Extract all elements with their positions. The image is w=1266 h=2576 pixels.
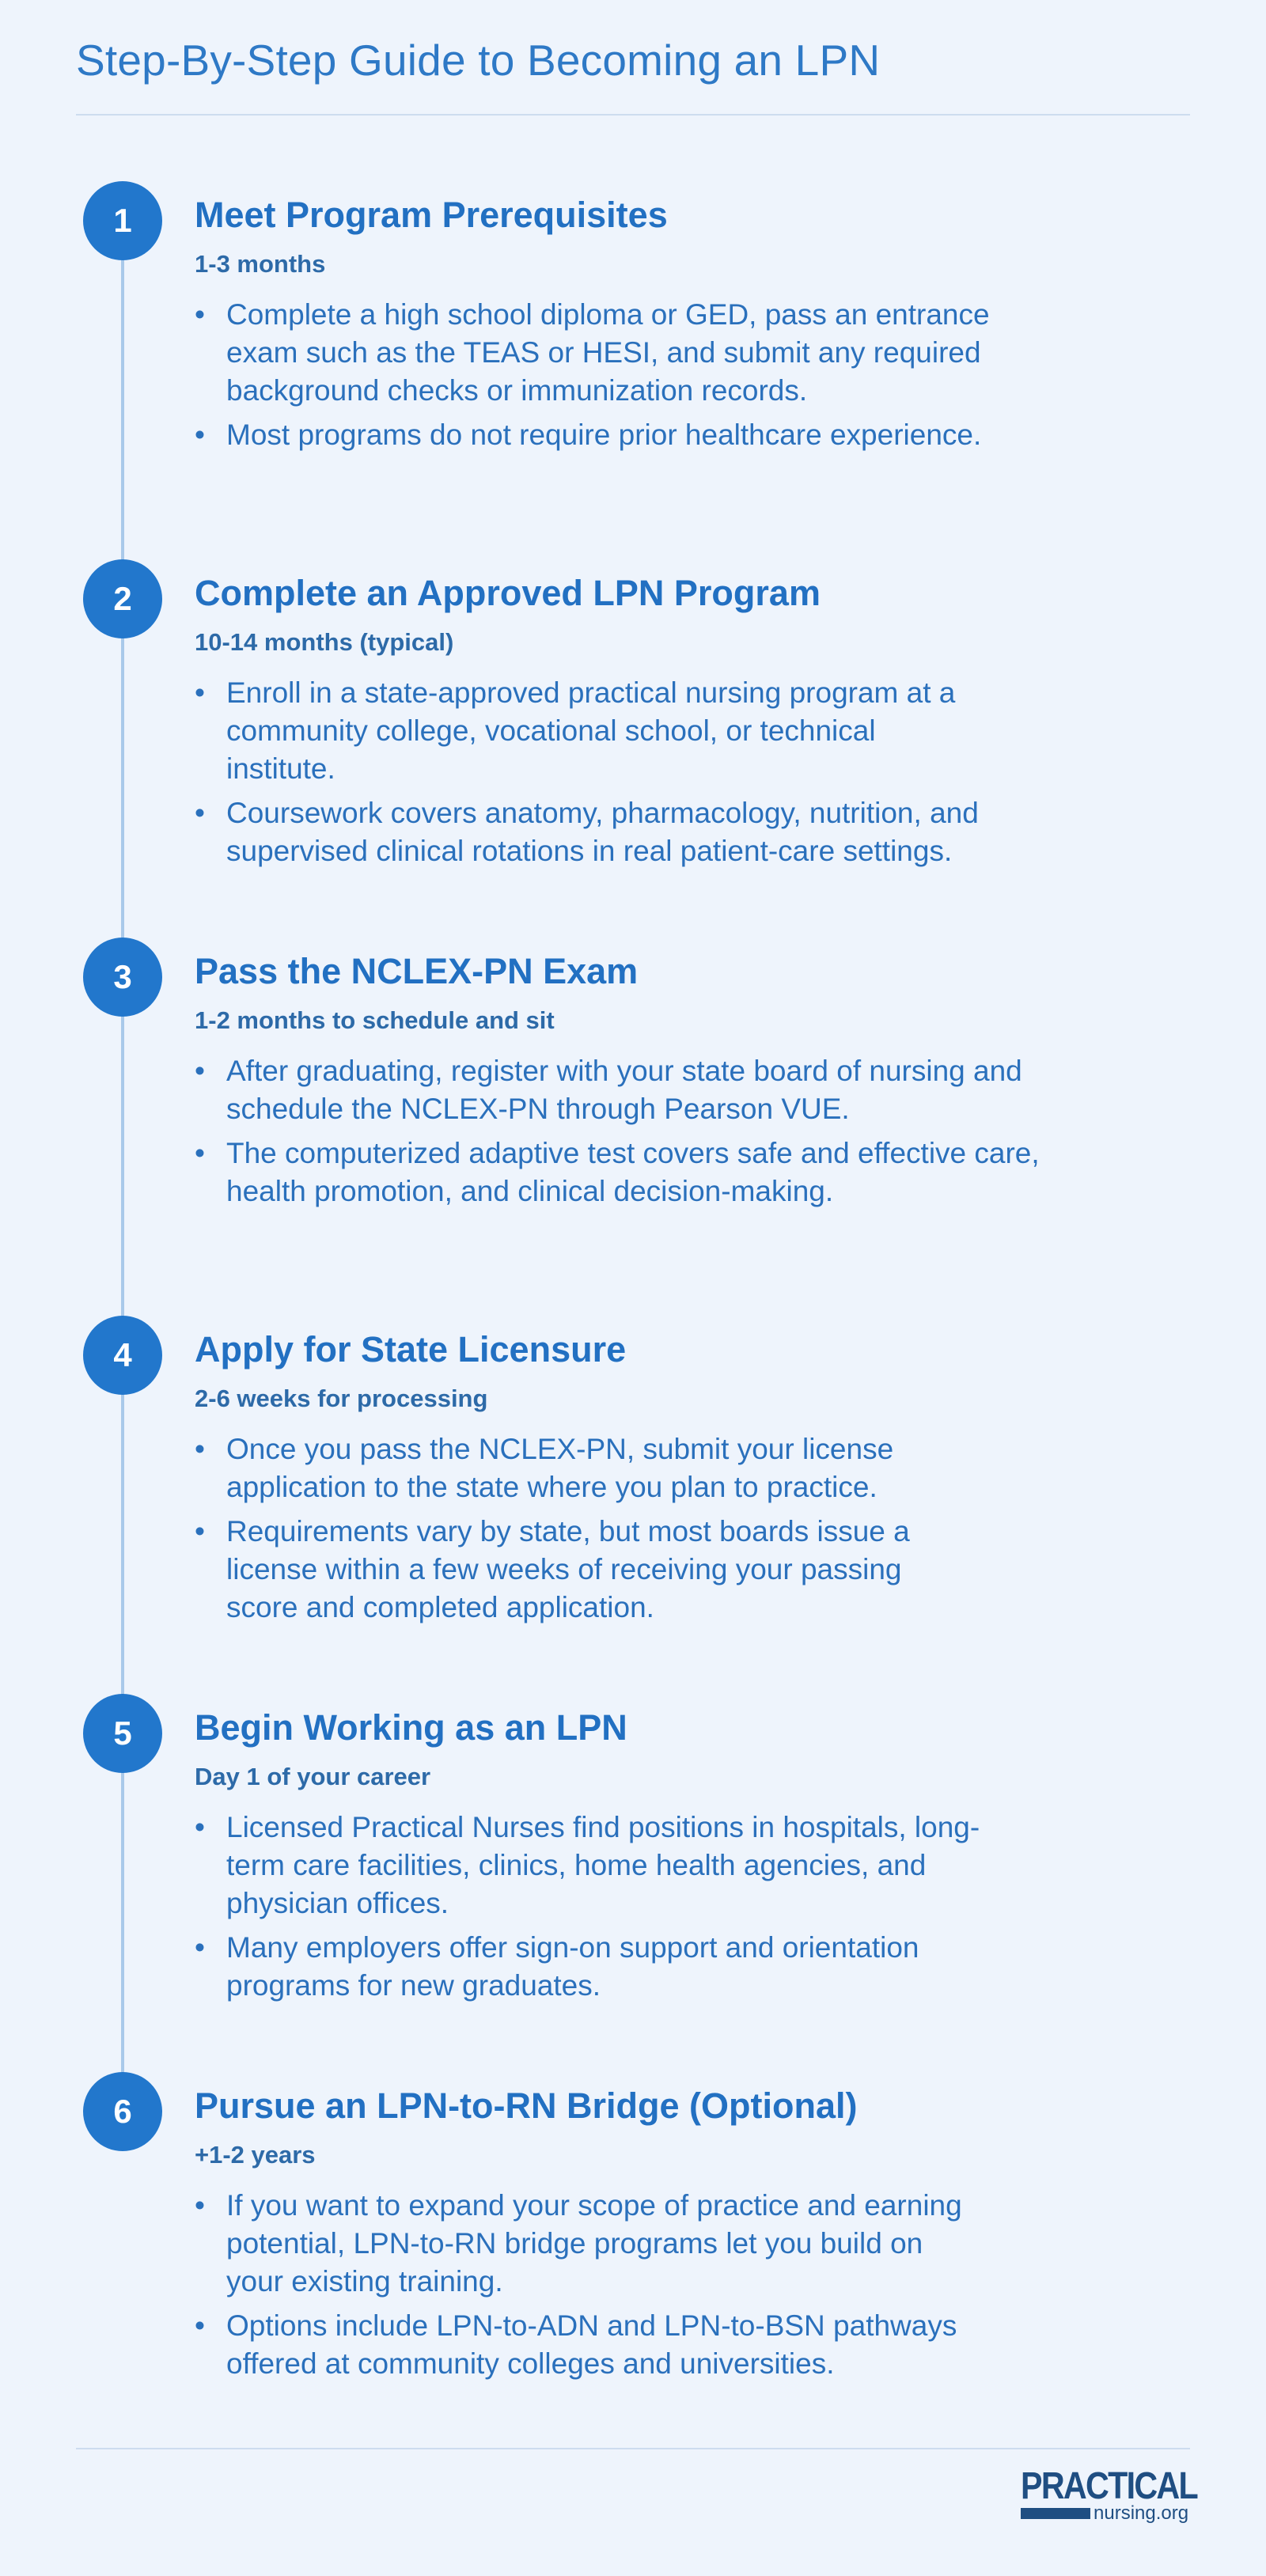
- footer-divider: [76, 2448, 1190, 2449]
- bullet-dot-icon: •: [195, 1055, 205, 1087]
- bullet-dot-icon: •: [195, 298, 205, 331]
- bullet-item: • Coursework covers anatomy, pharmacology, nutrition, and supervised clinical rotations in real patient-care settings.: [195, 794, 986, 870]
- title-divider: [76, 114, 1190, 116]
- bullet-dot-icon: •: [195, 1811, 205, 1843]
- bullet-item: • Licensed Practical Nurses find positions in hospitals, long-term care facilities, clinics, home health agencies, and physician offices.: [195, 1809, 986, 1923]
- logo-bar: [1021, 2508, 1090, 2519]
- bullet-item: • Once you pass the NCLEX-PN, submit your license application to the state where you plan to practice.: [195, 1430, 954, 1506]
- step-duration: Day 1 of your career: [195, 1763, 431, 1790]
- logo-domain: nursing.org: [1094, 2502, 1189, 2524]
- bullet-dot-icon: •: [195, 676, 205, 709]
- step-heading: Pursue an LPN-to-RN Bridge (Optional): [195, 2085, 858, 2126]
- bullet-item: • If you want to expand your scope of practice and earning potential, LPN-to-RN bridge programs let you build on your existing training.: [195, 2187, 986, 2301]
- timeline-line: [121, 218, 124, 2109]
- step-heading: Begin Working as an LPN: [195, 1707, 627, 1748]
- bullet-item: • Many employers offer sign-on support and orientation programs for new graduates.: [195, 1929, 986, 2005]
- step-bullet-list: [195, 2187, 986, 2389]
- step-bullet-list: [195, 1052, 1041, 1217]
- step-bullet-list: [195, 1809, 986, 2011]
- step-duration: 10-14 months (typical): [195, 628, 454, 656]
- bullet-dot-icon: •: [195, 1137, 205, 1169]
- bullet-item: • Enroll in a state-approved practical nursing program at a community college, vocational school, or technical institute.: [195, 674, 986, 788]
- bullet-item: • Most programs do not require prior healthcare experience.: [195, 416, 1018, 454]
- step-duration: 1-2 months to schedule and sit: [195, 1006, 555, 1034]
- bullet-item: • After graduating, register with your state board of nursing and schedule the NCLEX-PN through Pearson VUE.: [195, 1052, 1041, 1128]
- logo-wordmark: PRACTICAL: [1021, 2465, 1198, 2507]
- step-heading: Apply for State Licensure: [195, 1329, 627, 1369]
- step-heading: Meet Program Prerequisites: [195, 195, 668, 235]
- bullet-item: • Requirements vary by state, but most boards issue a license within a few weeks of receiving your passing score and completed application.: [195, 1513, 954, 1627]
- step-number-badge: 4: [83, 1316, 162, 1395]
- step-duration: 2-6 weeks for processing: [195, 1385, 488, 1412]
- bullet-dot-icon: •: [195, 2309, 205, 2342]
- bullet-item: • Options include LPN-to-ADN and LPN-to-BSN pathways offered at community colleges and universities.: [195, 2307, 986, 2383]
- step-bullet-list: [195, 674, 986, 877]
- bullet-item: • The computerized adaptive test covers safe and effective care, health promotion, and clinical decision-making.: [195, 1135, 1041, 1210]
- page-title: Step-By-Step Guide to Becoming an LPN: [76, 36, 881, 85]
- step-number-badge: 6: [83, 2072, 162, 2151]
- bullet-dot-icon: •: [195, 2189, 205, 2222]
- step-duration: 1-3 months: [195, 250, 326, 278]
- bullet-dot-icon: •: [195, 1515, 205, 1547]
- bullet-dot-icon: •: [195, 1931, 205, 1964]
- bullet-dot-icon: •: [195, 797, 205, 829]
- step-bullet-list: [195, 296, 1018, 460]
- practical-nursing-logo: [1021, 2465, 1198, 2525]
- step-number-badge: 3: [83, 938, 162, 1017]
- step-number-badge: 5: [83, 1694, 162, 1773]
- step-heading: Complete an Approved LPN Program: [195, 573, 821, 613]
- step-bullet-list: [195, 1430, 954, 1633]
- step-number-badge: 1: [83, 181, 162, 260]
- bullet-dot-icon: •: [195, 419, 205, 451]
- step-duration: +1-2 years: [195, 2141, 316, 2169]
- step-heading: Pass the NCLEX-PN Exam: [195, 951, 639, 991]
- bullet-item: • Complete a high school diploma or GED, pass an entrance exam such as the TEAS or HESI, and submit any required background checks or immunization records.: [195, 296, 1018, 410]
- bullet-dot-icon: •: [195, 1433, 205, 1465]
- step-number-badge: 2: [83, 559, 162, 638]
